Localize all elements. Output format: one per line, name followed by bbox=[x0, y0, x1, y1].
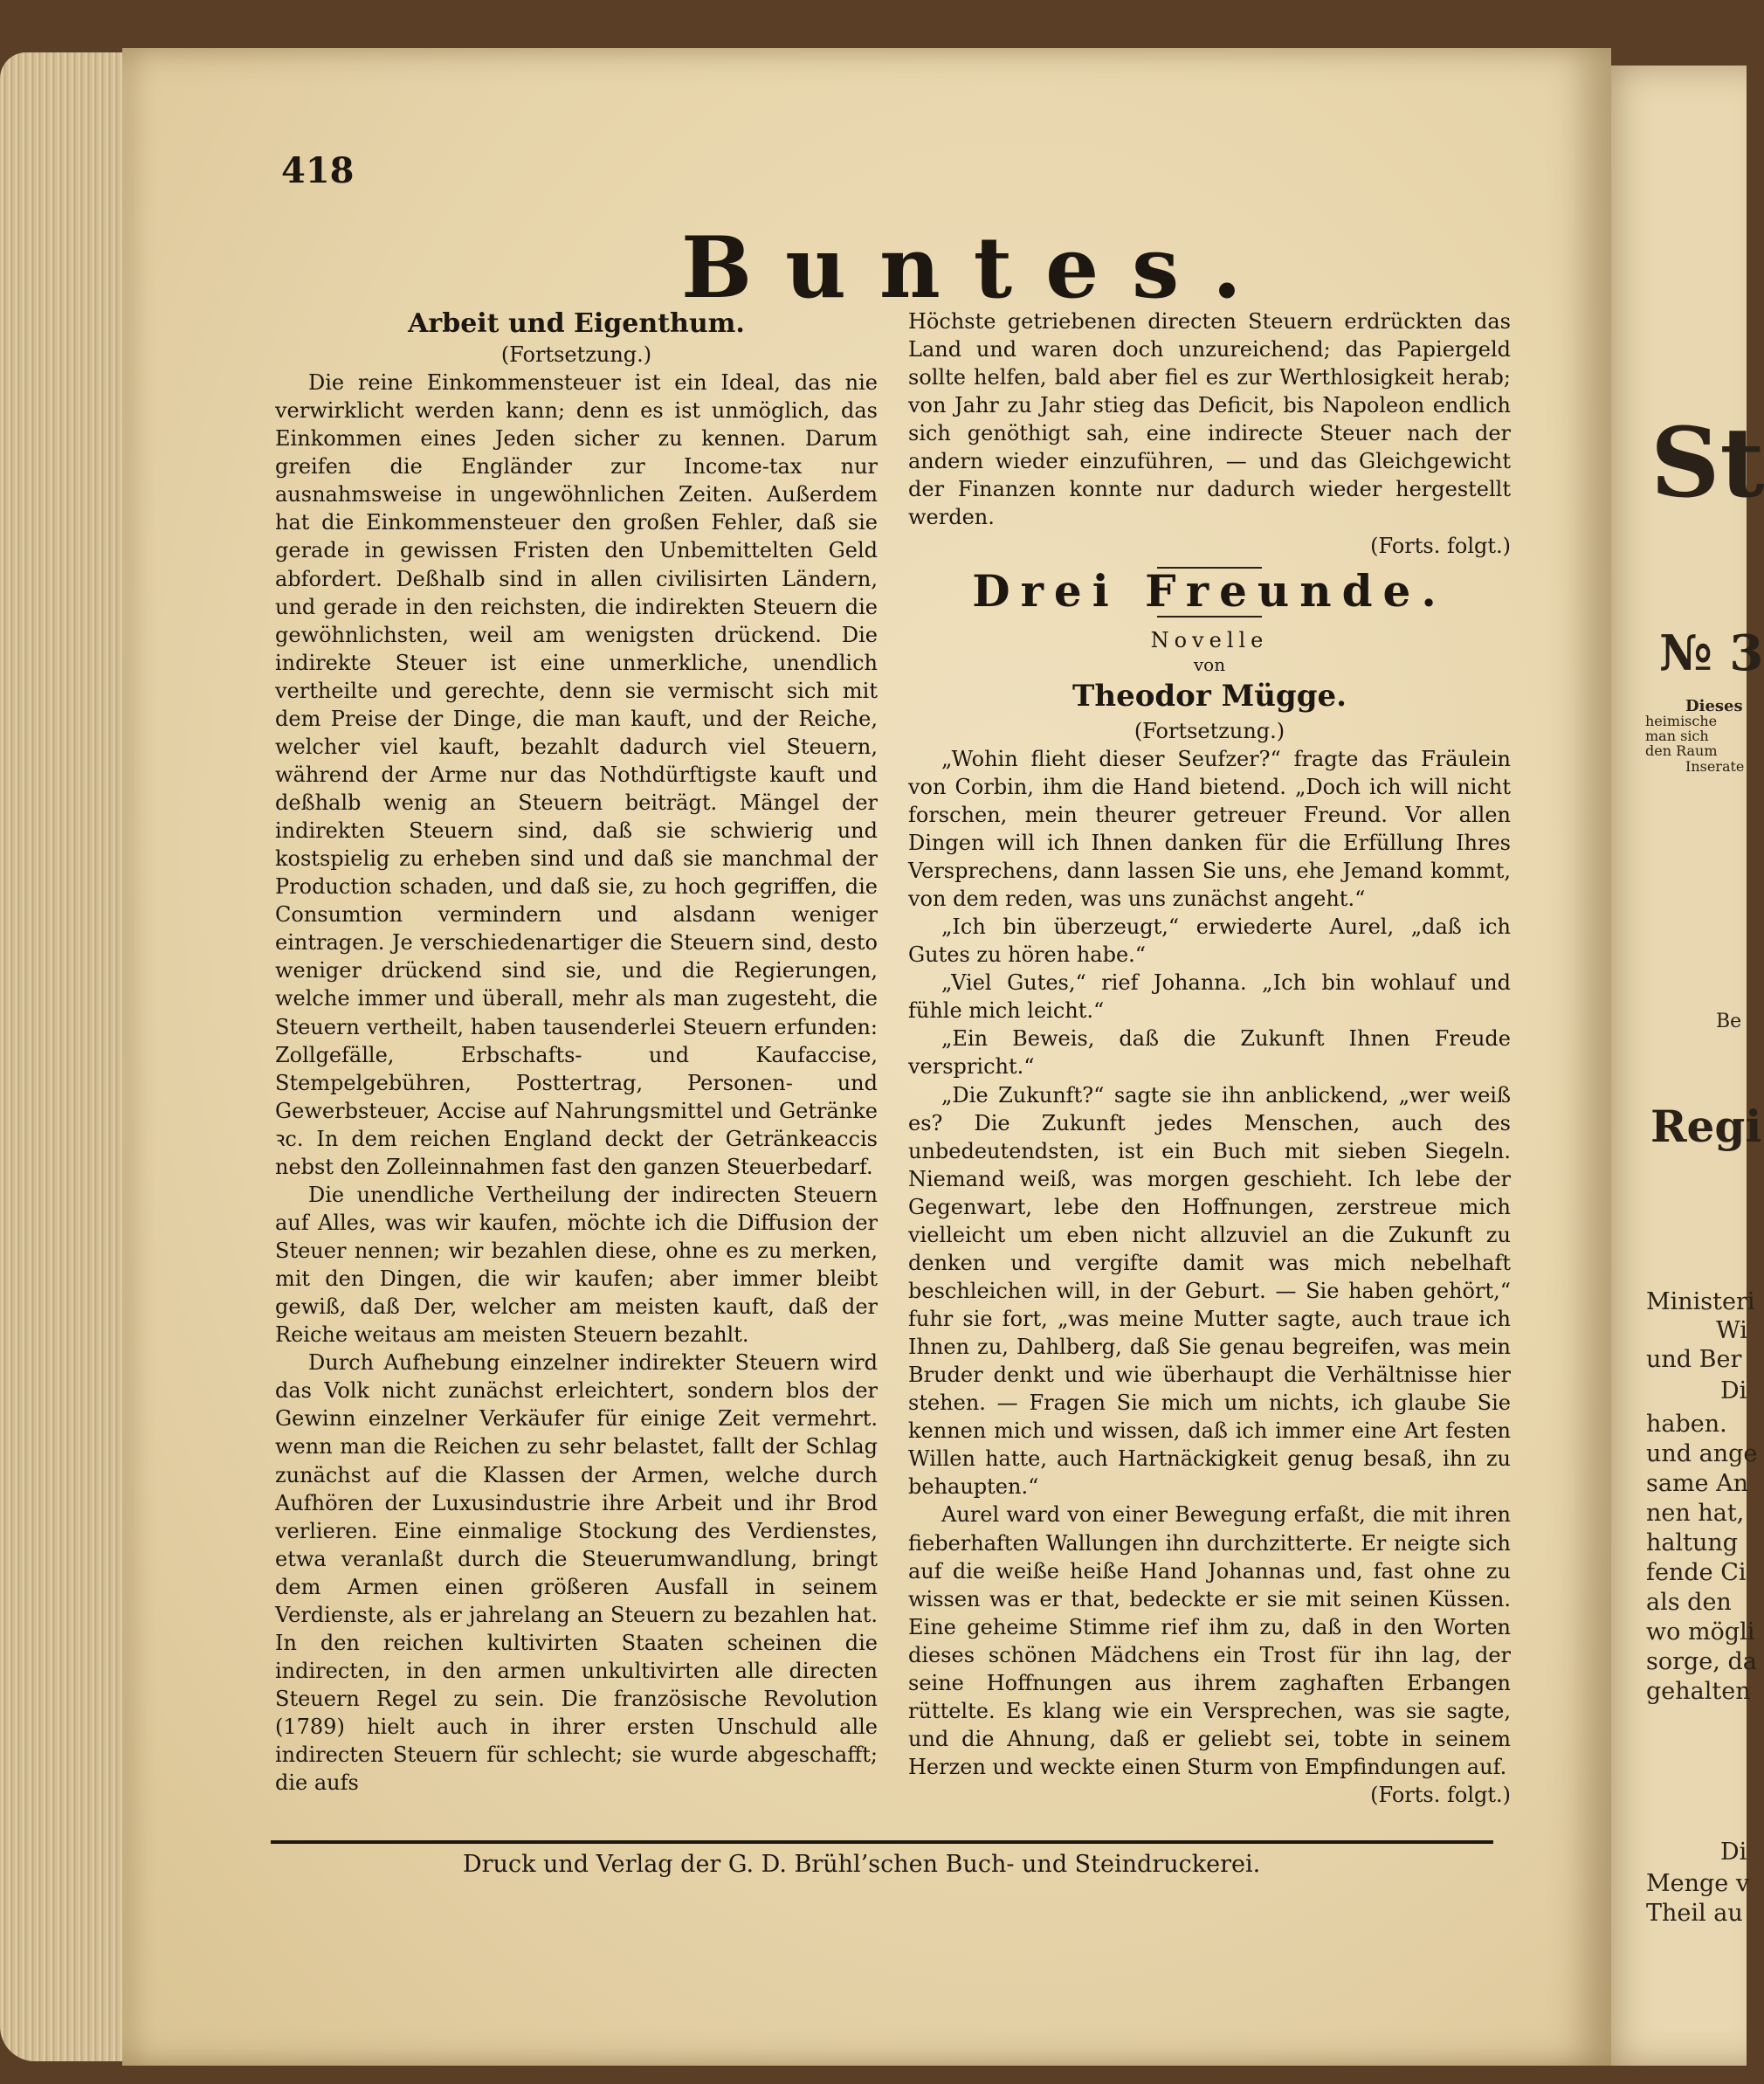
story-paragraph: „Viel Gutes,“ rief Johanna. „Ich bin wohlauf und fühle mich leicht.“ bbox=[908, 970, 1511, 1024]
adjacent-fragment: Di bbox=[1720, 1839, 1747, 1866]
adjacent-fragment: gehalten bbox=[1646, 1678, 1751, 1705]
adjacent-fragment: sorge, da bbox=[1646, 1648, 1757, 1675]
continuation-note: (Forts. folgt.) bbox=[1370, 533, 1511, 558]
adjacent-fragment: Be bbox=[1716, 1011, 1742, 1032]
adjacent-fragment: St bbox=[1650, 406, 1764, 519]
article-paragraph: Die reine Einkommensteuer ist ein Ideal, das nie verwirklicht werden kann; denn es ist unmöglich, das Einkommen eines Jeden sicher zu kennen. Darum greifen die Engländer zur Income-tax nur ausnahmsweise in ungewöhnlichen Zeiten. Außerdem hat die Einkommensteuer den großen Fehler, daß sie gerade in gewissen Fristen den Unbemittelten Geld abfordert. Deßhalb sind in allen civilisirten Ländern, und gerade in den reichsten, die indirekten Steuern die gewöhnlichsten, weil am wenigsten drückend. Die indirekte Steuer ist eine unmerkliche, unendlich vertheilte und gerechte, denn sie vermischt sich mit dem Preise der Dinge, die man kauft, und der Reiche, welcher viel kauft, bezahlt dadurch viel Steuern, während der Arme nur das Nothdürftigste kauft und deßhalb wenig an Steuern beiträgt. Mängel der indirekten Steuern sind, daß sie schwierig und kostspielig zu erheben sind und daß sie manchmal der Production schaden, und daß sie, zu hoch gegriffen, die Consumtion vermindern und alsdann weniger eintragen. Je verschiedenartiger die Steuern sind, desto weniger drückend sind sie, und die Regierungen, welche immer und überall, mehr als man zugesteht, die Steuern vertheilt, haben tausenderlei Steuern erfunden: Zollgefälle, Erbschafts- und Kaufaccise, Stempelgebühren, Posttertrag, Personen- und Gewerbsteuer, Accise auf Nahrungsmittel und Getränke ꝛc. In dem reichen England deckt der Getränkeaccis nebst den Zolleinnahmen fast den ganzen Steuerbedarf. bbox=[275, 370, 878, 1179]
left-column bbox=[275, 307, 878, 1797]
adjacent-fragment: Ministeri bbox=[1646, 1288, 1755, 1315]
adjacent-fragment: same An bbox=[1646, 1470, 1749, 1497]
adjacent-fragment: Wi bbox=[1716, 1317, 1747, 1344]
story-paragraph: „Ich bin überzeugt,“ erwiederte Aurel, „daß ich Gutes zu hören habe.“ bbox=[908, 914, 1511, 968]
story-paragraph: „Wohin flieht dieser Seufzer?“ fragte das Fräulein von Corbin, ihm die Hand bietend. „Doch ich will nicht forschen, mein theurer getreuer Freund. Vor allen Dingen will ich Ihnen danken für die Erfüllung Ihres Versprechens, dann lassen Sie uns, ehe Jemand kommt, von dem reden, was uns zunächst angeht.“ bbox=[908, 746, 1511, 912]
right-column bbox=[908, 307, 1511, 1809]
adjacent-fragment: Dieses bbox=[1685, 697, 1743, 715]
article-subtitle: (Fortsetzung.) bbox=[500, 342, 652, 367]
adjacent-fragment: Menge v bbox=[1646, 1870, 1750, 1897]
story-genre: Novelle bbox=[1150, 627, 1269, 652]
adjacent-fragment: № 3 bbox=[1659, 625, 1764, 682]
story-end-note: (Forts. folgt.) bbox=[1370, 1783, 1511, 1808]
adjacent-fragment: als den bbox=[1646, 1589, 1732, 1616]
adjacent-page bbox=[1589, 66, 1764, 2066]
article-continuation: Höchste getriebenen directen Steuern erdrückten das Land und waren doch unzureichend; das Papiergeld sollte helfen, bald aber fiel es zur Werthlosigkeit herab; von Jahr zu Jahr stieg das Deficit, bis Napoleon endlich sich genöthigt sah, eine indirecte Steuer nach der andern wieder einzuführen, — und das Gleichgewicht der Finanzen konnte nur dadurch wieder hergestellt werden. bbox=[908, 309, 1511, 530]
adjacent-fragment: fende Ci bbox=[1646, 1559, 1747, 1586]
adjacent-fragment: haltung bbox=[1646, 1529, 1739, 1556]
book-edge bbox=[0, 52, 131, 2061]
article-paragraph: Durch Aufhebung einzelner indirekter Steuern wird das Volk nicht zunächst erleichtert, sondern blos der Gewinn einzelner Verkäufer für einige Zeit vermehrt. wenn man die Reichen zu sehr belastet, fallt der Schlag zunächst auf die Klassen der Armen, welche durch Aufhören der Luxusindustrie ihre Arbeit und ihr Brod verlieren. Eine einmalige Stockung des Verdienstes, etwa veranlaßt durch die Steuerumwandlung, bringt dem Armen einen größeren Ausfall in seinem Verdienste, als er jahrelang an Steuern zu bezahlen hat. In den reichen kultivirten Staaten scheinen die indirecten, in den armen unkultivirten alle directen Steuern Regel zu sein. Die französische Revolution (1789) hielt auch in ihrer ersten Unschuld alle indirecten Steuern für schlecht; sie wurde abgeschafft; die aufs bbox=[275, 1350, 878, 1796]
adjacent-fragment: den Raum bbox=[1645, 742, 1718, 759]
imprint: Druck und Verlag der G. D. Brühl’schen Buch- und Steindruckerei. bbox=[463, 1851, 1261, 1878]
adjacent-fragment: haben. bbox=[1646, 1411, 1727, 1438]
adjacent-fragment: Theil au bbox=[1646, 1900, 1743, 1927]
story-by: von bbox=[1193, 653, 1226, 675]
story-paragraph: „Die Zukunft?“ sagte sie ihn anblickend, „wer weiß es? Die Zukunft jedes Menschen, auch des unbedeutendsten, ist ein Buch mit sieben Siegeln. Niemand weiß, was morgen geschieht. Ich lebe der Gegenwart, lebe den Hoffnungen, zerstreue mich vielleicht um eben nicht allzuviel an die Zukunft zu denken und vergifte damit was mich nebelhaft beschleichen will, in der Geburt. — Sie haben gehört,“ fuhr sie fort, „was meine Mutter sagte, auch traue ich Ihnen zu, Dahlberg, daß Sie genau begreifen, was mein Bruder denkt und wie überhaupt die Verhältnisse hier stehen. — Fragen Sie mich um nichts, ich glaube Sie kennen mich und wissen, daß ich immer eine Art festen Willen hatte, auch Hartnäckigkeit genug besaß, ihn zu behaupten.“ bbox=[908, 1082, 1511, 1500]
page-number: 418 bbox=[281, 150, 355, 191]
adjacent-fragment: nen hat, bbox=[1646, 1500, 1745, 1527]
adjacent-fragment: wo mögli bbox=[1646, 1618, 1755, 1646]
adjacent-fragment: man sich bbox=[1645, 728, 1709, 744]
story-title: Drei Freunde. bbox=[972, 564, 1447, 617]
story-paragraph: Aurel ward von einer Bewegung erfaßt, die mit ihren fieberhaften Wallungen ihn durchzitterte. Er neigte sich auf die weiße heiße Hand Johannas und, fast ohne zu wissen was er that, bedeckte er sie mit seinen Küssen. Eine geheime Stimme rief ihm zu, daß in den Worten dieses schönen Mädchens ein Trost für ihn lag, der seine Hoffnungen aus ihrem zaghaften Erbangen rüttelte. Es klang wie ein Versprechen, was sie sagte, und die Ahnung, daß er geliebt sei, tobte in seinem Herzen und weckte einen Sturm von Empfindungen auf. bbox=[908, 1502, 1511, 1779]
adjacent-fragment: heimische bbox=[1645, 713, 1718, 729]
section-headline: Buntes. bbox=[681, 218, 1275, 317]
adjacent-fragment: Di bbox=[1720, 1377, 1747, 1404]
adjacent-fragment: Regi bbox=[1650, 1101, 1762, 1152]
story-subtitle: (Fortsetzung.) bbox=[1134, 718, 1285, 743]
footer-rule bbox=[271, 1840, 1493, 1844]
article-title: Arbeit und Eigenthum. bbox=[408, 308, 745, 339]
article-paragraph: Die unendliche Vertheilung der indirecten Steuern auf Alles, was wir kaufen, möchte ich die Diffusion der Steuer nennen; wir bezahlen diese, ohne es zu merken, mit den Dingen, die wir kaufen; aber immer bleibt gewiß, daß Der, welcher am meisten kauft, daß der Reiche weitaus am meisten Steuern bezahlt. bbox=[275, 1182, 878, 1348]
story-author: Theodor Mügge. bbox=[1072, 678, 1347, 714]
adjacent-fragment: und Ber bbox=[1646, 1346, 1742, 1373]
story-paragraph: „Ein Beweis, daß die Zukunft Ihnen Freude verspricht.“ bbox=[908, 1026, 1511, 1080]
adjacent-fragment: und ange bbox=[1646, 1440, 1758, 1467]
adjacent-fragment: Inserate bbox=[1685, 758, 1745, 775]
